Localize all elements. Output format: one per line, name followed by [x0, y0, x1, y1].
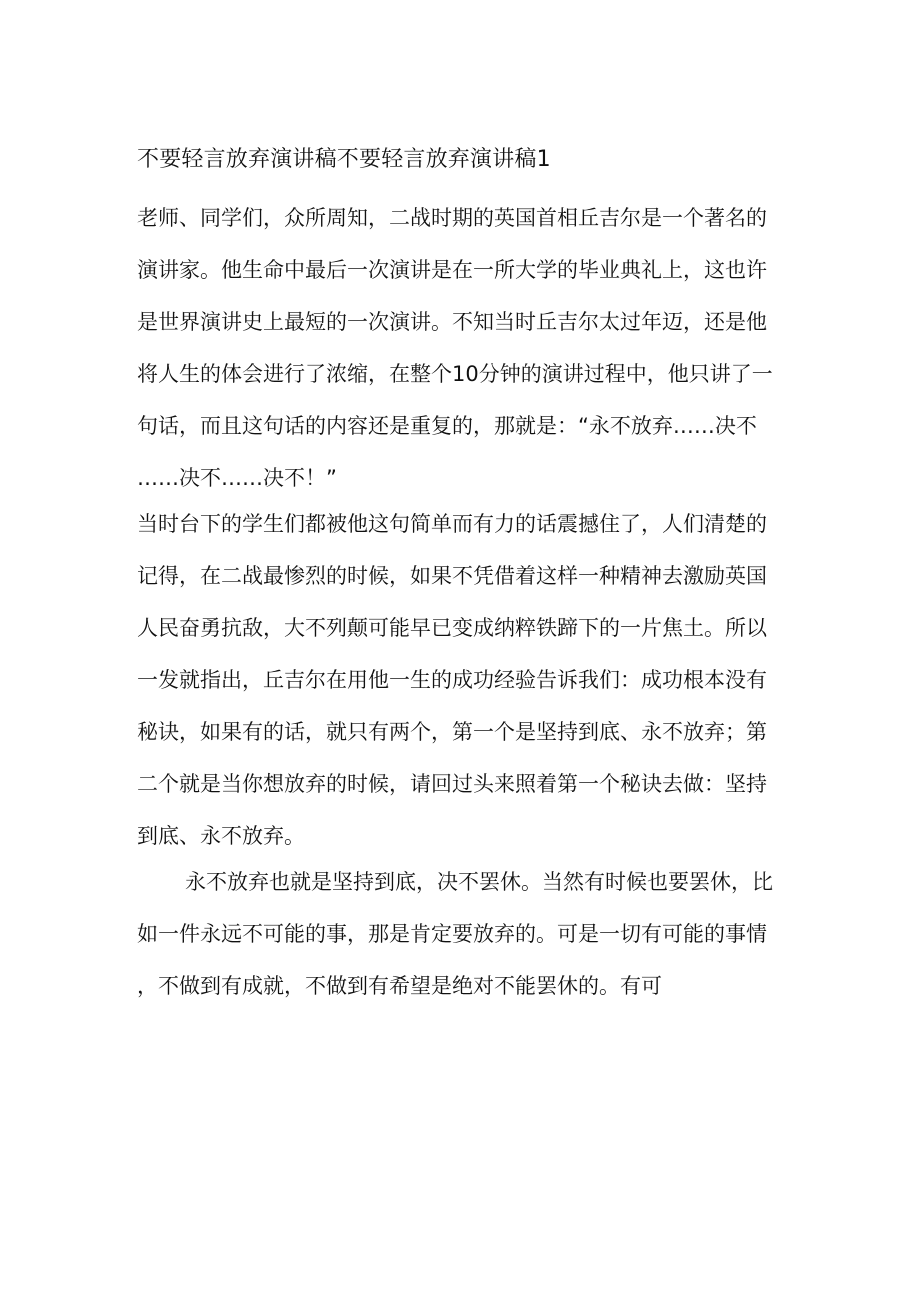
paragraph-line: 二个就是当你想放弃的时候，请回过头来照着第一个秘诀去做：坚持: [137, 772, 767, 796]
paragraph-line: 演讲家。他生命中最后一次演讲是在一所大学的毕业典礼上，这也许: [137, 258, 767, 282]
paragraph-line: 老师、同学们，众所周知，二战时期的英国首相丘吉尔是一个著名的: [137, 206, 767, 230]
paragraph-3: [137, 856, 787, 1012]
document-title: 不要轻言放弃演讲稿不要轻言放弃演讲稿1: [137, 147, 551, 172]
paragraph-1: [137, 192, 787, 504]
paragraph-line: 永不放弃也就是坚持到底，决不罢休。当然有时候也要罢休，比: [185, 870, 773, 894]
paragraph-line: 如一件永远不可能的事，那是肯定要放弃的。可是一切有可能的事情: [137, 922, 767, 946]
paragraph-line: 到底、永不放弃。: [137, 824, 305, 848]
paragraph-line: ……决不……决不！”: [137, 466, 337, 490]
paragraph-line: 记得，在二战最惨烈的时候，如果不凭借着这样一种精神去激励英国: [137, 564, 767, 588]
paragraph-line: 句话，而且这句话的内容还是重复的，那就是：“永不放弃……决不: [137, 414, 757, 438]
paragraph-line: 当时台下的学生们都被他这句简单而有力的话震撼住了，人们清楚的: [137, 512, 767, 536]
paragraph-line: 人民奋勇抗敌，大不列颠可能早已变成纳粹铁蹄下的一片焦土。所以: [137, 616, 767, 640]
paragraph-line: ，不做到有成就，不做到有希望是绝对不能罢休的。有可: [137, 974, 662, 998]
paragraph-line: 将人生的体会进行了浓缩，在整个10分钟的演讲过程中，他只讲了一: [137, 362, 773, 386]
paragraph-2: [137, 498, 787, 862]
paragraph-line: 一发就指出，丘吉尔在用他一生的成功经验告诉我们：成功根本没有: [137, 668, 767, 692]
paragraph-line: 秘诀，如果有的话，就只有两个，第一个是坚持到底、永不放弃；第: [137, 720, 767, 744]
paragraph-line: 是世界演讲史上最短的一次演讲。不知当时丘吉尔太过年迈，还是他: [137, 310, 767, 334]
